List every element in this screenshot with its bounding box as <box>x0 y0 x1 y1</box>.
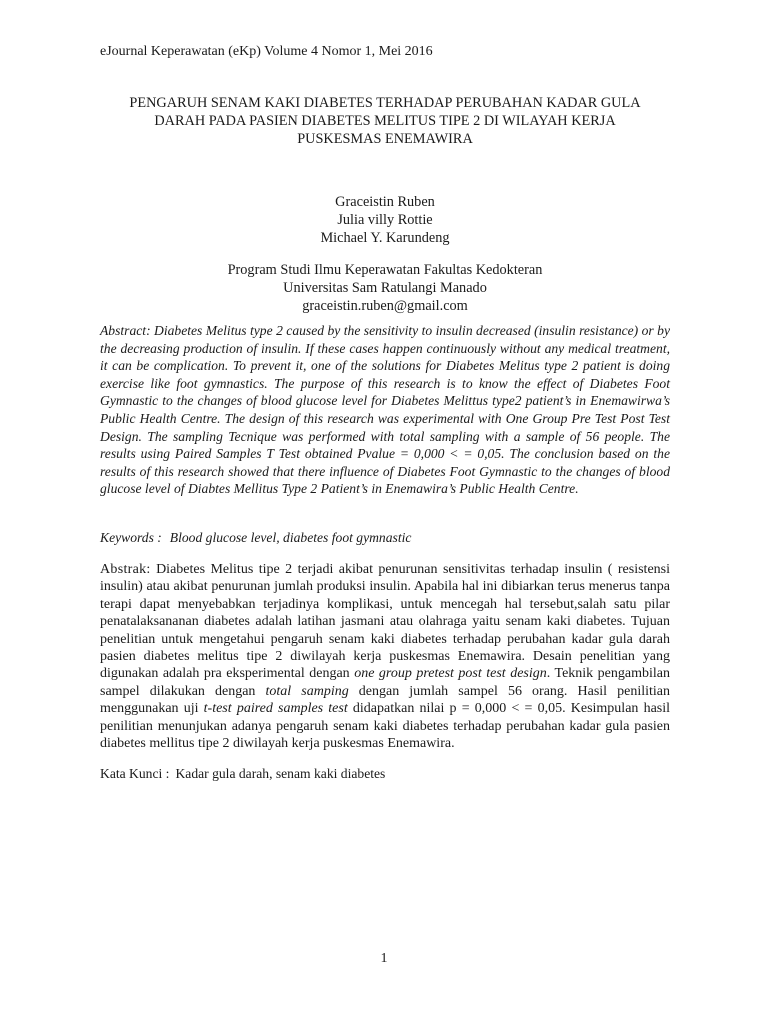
abstract-indonesian <box>100 561 670 752</box>
title-line: PENGARUH SENAM KAKI DIABETES TERHADAP PERUBAHAN KADAR GULA <box>129 95 641 111</box>
keywords-indonesian <box>100 765 670 783</box>
author-email: graceistin.ruben@gmail.com <box>302 298 468 314</box>
page-number: 1 <box>380 951 388 966</box>
sampling-term: total samping <box>265 683 349 699</box>
author-name: Graceistin Ruben <box>335 194 435 210</box>
title-line: PUSKESMAS ENEMAWIRA <box>297 131 473 147</box>
affiliation-program: Program Studi Ilmu Keperawatan Fakultas Kedokteran <box>227 262 543 278</box>
title-line: DARAH PADA PASIEN DIABETES MELITUS TIPE 2 DI WILAYAH KERJA <box>154 113 616 129</box>
abstrak-label: Abstrak: <box>100 562 151 577</box>
author-name: Julia villy Rottie <box>337 212 433 228</box>
abstrak-text: dengan jumlah sampel 56 orang. Hasil penilitian menggunakan uji <box>100 683 670 717</box>
journal-header: eJournal Keperawatan (eKp) Volume 4 Nomor 1, Mei 2016 <box>100 44 433 59</box>
abstrak-text: didapatkan nilai p = 0,000 < = 0,05. Kesimpulan hasil penilitian menunjukan adanya pengaruh senam kaki diabetes terhadap perubahan kadar gula pasien diabetes mellitus tipe 2 diwilayah kerja puskesmas Enemawira. <box>100 701 671 752</box>
kata-kunci-text: Kadar gula darah, senam kaki diabetes <box>175 766 386 781</box>
abstract-english: Abstract: Diabetes Melitus type 2 caused by the sensitivity to insulin decreased (insulin resistance) or by the decreasing production of insulin. If these cases happen continuously without any medical treatment, it can be complication. To prevent it, one of the solutions for Diabetes Melitus type 2 patient is doing exercise like foot gymnastics. The purpose of this research is to know the effect of Diabetes Foot Gymnastic to the changes of blood glucose level for Diabetes Melittus type2 patient’s in Enemawirwa’s Public Health Centre. The design of this research was experimental with One Group Pre Test Post Test Design. The sampling Tecnique was performed with total sampling with a sample of 56 people. The results using Paired Samples T Test obtained Pvalue = 0,000 < = 0,05. The conclusion based on the results of this research showed that there influence of Diabetes Foot Gymnastic to the changes of blood glucose level of Diabtes Mellitus Type 2 Patient’s in Enemawira’s Public Health Centre. <box>100 323 670 497</box>
affiliation-block <box>100 261 670 315</box>
keywords-english <box>100 529 670 547</box>
author-name: Michael Y. Karundeng <box>320 230 450 246</box>
keywords-label: Keywords : <box>100 530 162 545</box>
design-term: one group pretest post test design <box>354 666 547 682</box>
test-term: t-test paired samples test <box>203 701 348 717</box>
abstrak-text: . Teknik pengambilan sampel dilakukan dengan <box>100 666 670 699</box>
affiliation-university: Universitas Sam Ratulangi Manado <box>283 280 487 296</box>
kata-kunci-label: Kata Kunci : <box>100 766 170 781</box>
abstrak-text: Diabetes Melitus tipe 2 terjadi akibat penurunan sensitivitas terhadap insulin ( resistensi insulin) atau akibat penurunan jumlah produksi insulin. Apabila hal ini dibiarkan terus menerus tanpa terapi dapat menyebabkan terjadinya komplikasi, untuk mencegah hal tersebut,salah satu pilar penatalaksananan diabetes adalah latihan jasmani atau olahraga yaitu senam kaki diabetes. Tujuan penelitian untuk mengetahui pengaruh senam kaki diabetes terhadap perubahan kadar gula darah pasien diabetes melitus tipe 2 diwilayah kerja puskesmas Enemawira. Desain penelitian yang digunakan adalah pra eksperimental dengan <box>100 562 670 682</box>
paper-title <box>100 94 670 148</box>
author-list <box>100 193 670 247</box>
keywords-text: Blood glucose level, diabetes foot gymnastic <box>169 530 412 545</box>
